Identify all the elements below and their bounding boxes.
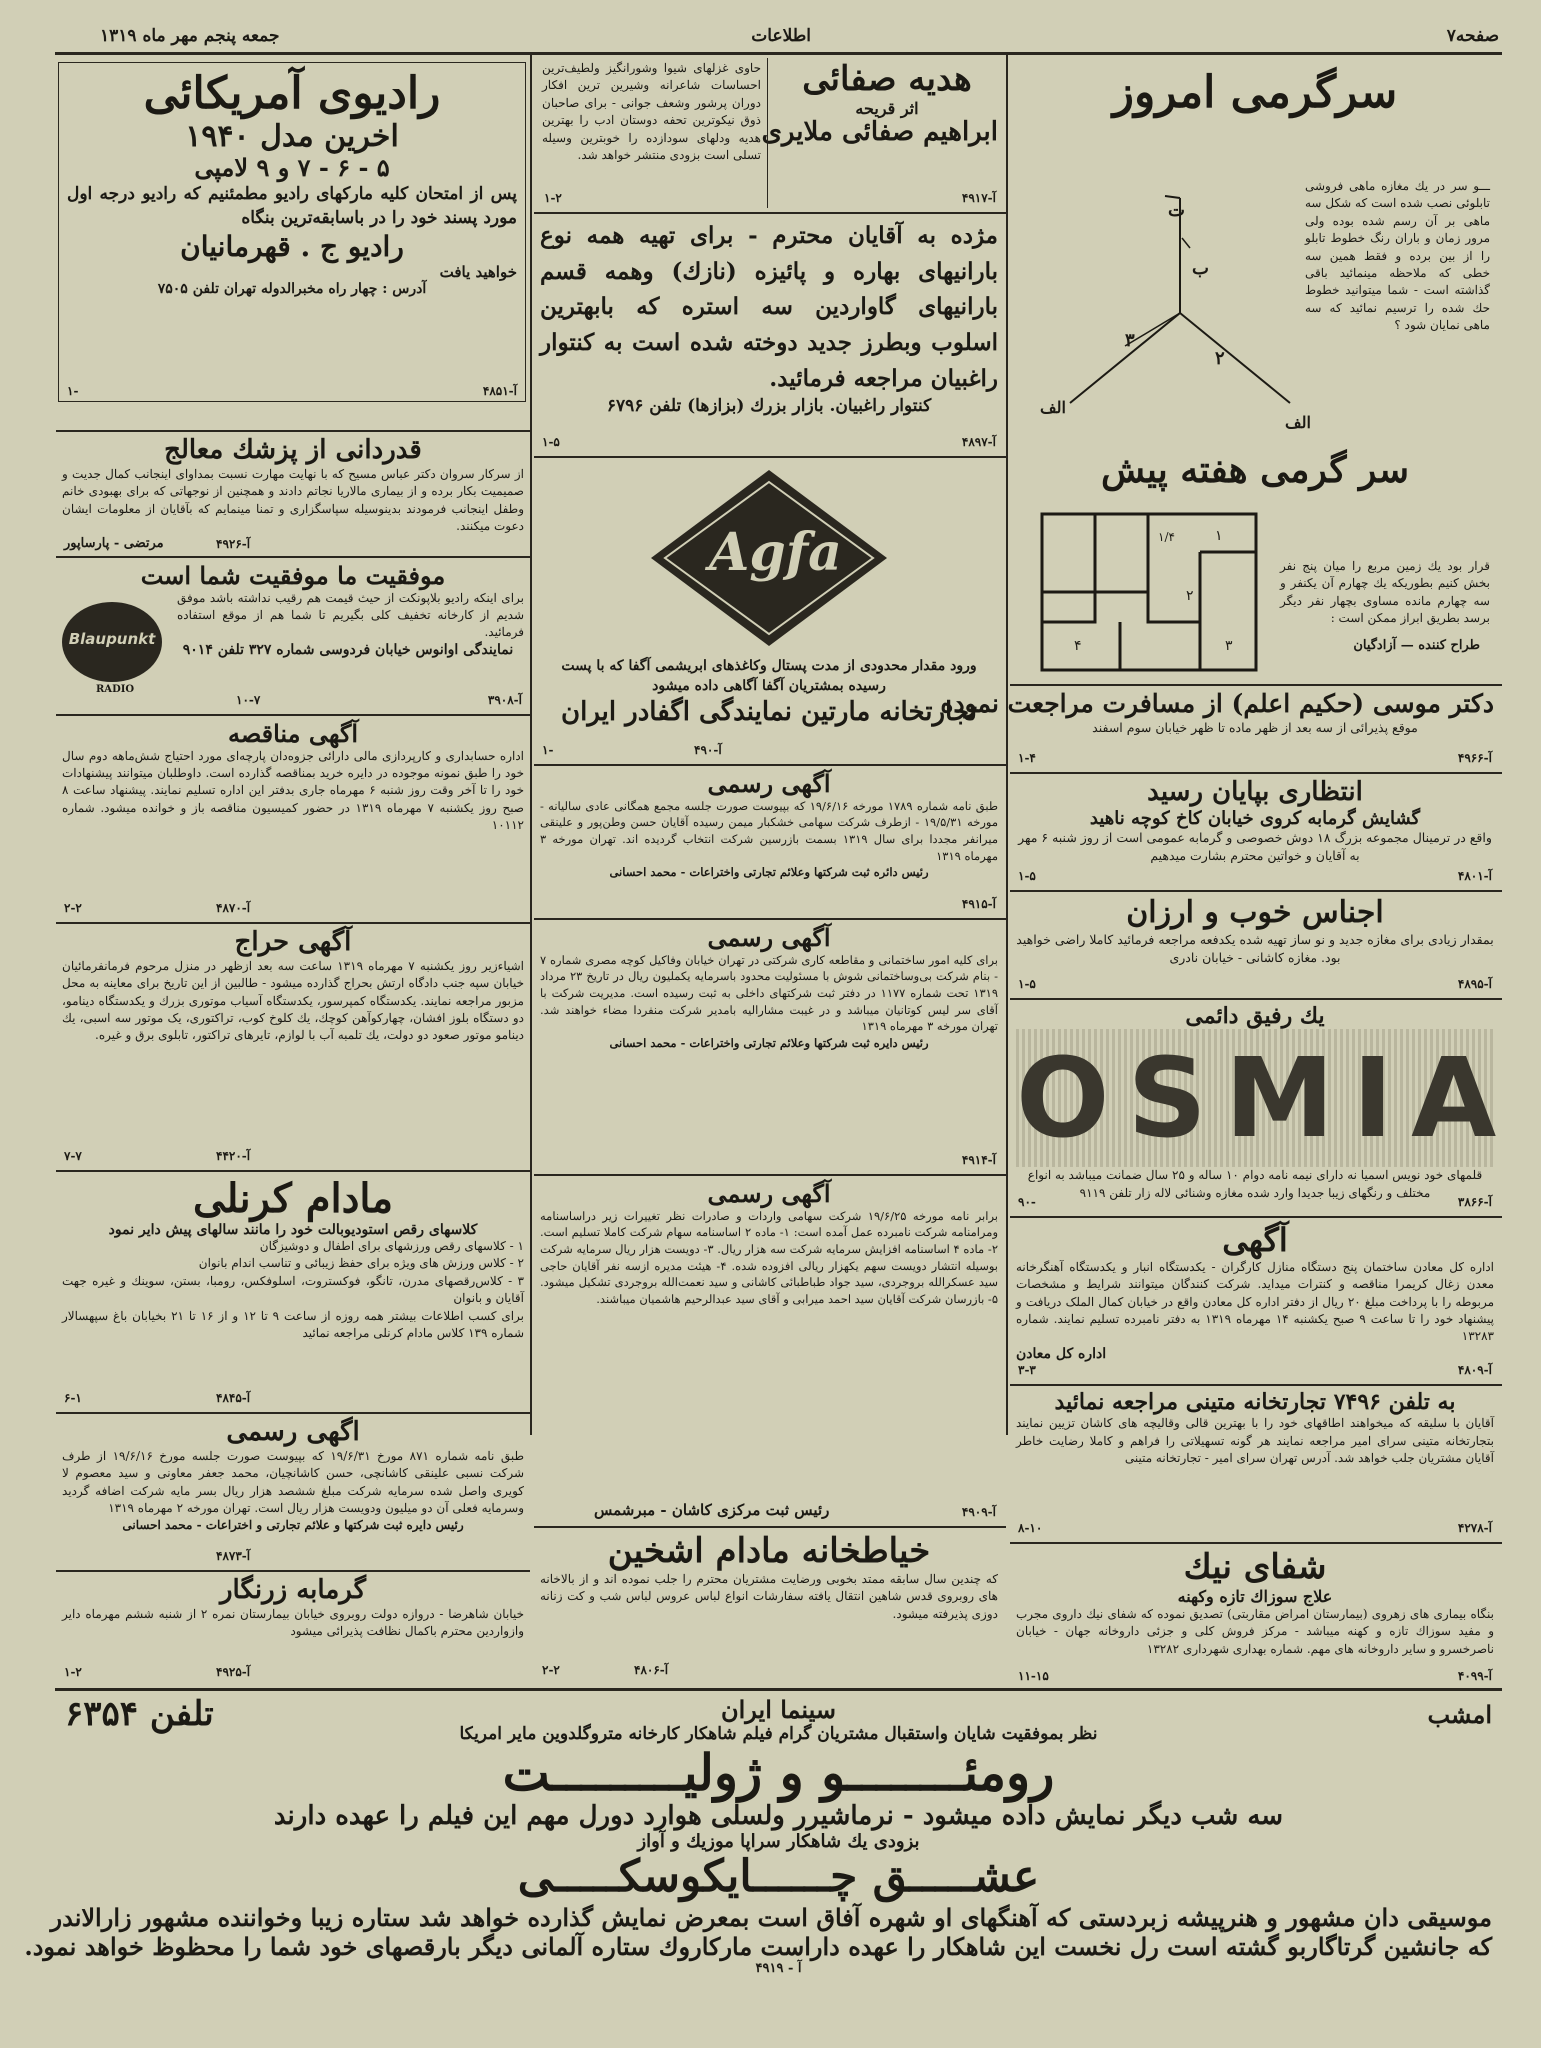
ad-raghebian [534, 216, 1004, 452]
ad-tender-text: اداره حسابداری و کارپردازی مالی دارائی جزوه‌دان پارچه‌ای مورد احتیاج شش‌ماهه دوم سال خود را طبق نمونه موجوده در دایره خرید بمناقصه گذارده است. داوطلبان میتوانند پیشنهادات خود را تا آخر وقت روز شنبه ۶ مهرماه جاری بدفتر این اداره تسلیم نمایند. پیشنهاد ساعت ۸ صبح روز یکشنبه ۷ مهرماه ۱۳۱۹ در حضور کمیسیون مناقصه باز و خوانده میشود. شماره ۱۰۱۱۲ [62, 748, 525, 833]
diagram-label-b: ب [1192, 258, 1209, 279]
puzzle-today [1010, 58, 1500, 438]
ad-zarnegar-text: خیابان شاهرضا - دروازه دولت روبروی خیابان بیمارستان نمره ۲ از شنبه ششم مهرماه دایر وازواردین محترم باکمال نظافت پذیرائی میشود [62, 1606, 524, 1639]
ad-code: آ-۴۸۰۹ [1457, 1363, 1492, 1377]
ad-shafa [1010, 1546, 1500, 1686]
ad-code-2: ۲-۲ [542, 1663, 560, 1677]
ad-radio-lamps: ۵ - ۶ - ۷ و ۹ لامپی [194, 153, 390, 183]
divider [534, 1526, 1006, 1528]
ad-official-3 [534, 1178, 1004, 1522]
divider [1010, 998, 1502, 1000]
divider [1010, 1542, 1502, 1544]
blaupunkt-logo [62, 602, 162, 682]
ad-cornelli-subtitle: کلاسهای رقص استودیوبالت خود را مانند سالهای پیش دایر نمود [108, 1222, 478, 1238]
agfa-logo-text: Agfa [709, 522, 842, 583]
ad-shafa-text: بنگاه بیماری های زهروی (بیمارستان امراض مقاربتی) تصدیق نموده که شفای نیك داروی مجرب و مفید سوزاك تازه و کهنه میباشد - مرکز فروش کلی و جزئی داروخانه جهان - خیابان ناصرخسرو و سایر داروخانه های مهم. شماره بهداری شهرداری ۱۳۲۸۲ [1016, 1607, 1494, 1656]
ad-tender-title: آگهی مناقصه [227, 719, 359, 748]
ad-doctor-title: قدردانی از پزشك معالج [164, 435, 422, 465]
cell-2: ۲ [1186, 588, 1194, 604]
ad-osmia-title: یك رفیق دائمی [1185, 1003, 1325, 1029]
ad-code: آ-۴۴۲۰ [216, 1149, 251, 1163]
ad-osmia-text: قلمهای خود نویس اسمیا نه دارای نیمه نامه دوام ۱۰ ساله و ۲۵ سال ضمانت میباشد به انواع مختلف و رنگهای زیبا جدیدا وارد شده مغازه وشنائی لاله زار تلفن ۹۱۱۹ [1027, 1168, 1483, 1200]
puzzle-author: طراح کننده — آزادگیان [1353, 638, 1480, 653]
column-separator-right [1006, 55, 1008, 1435]
ad-radio-address: آدرس : چهار راه مخبرالدوله تهران تلفن ۷۵۰۵ [157, 281, 427, 298]
ad-doctor-thanks [56, 434, 530, 554]
ad-blaupunkt-title: موفقیت ما موفقیت شما است [140, 561, 446, 590]
ad-official-3-text: برابر نامه مورخه ۱۹/۶/۲۵ شرکت سهامی واردات و صادرات نظر تغییرات زیر دراساسنامه ومرامنامه شرکت نامبرده عمل آمده است: ۱- ماده ۲ اساسنامه سهام شرکت کاملا تسلیم است. ۲- ماده ۴ اساسنامه افزایش سرمایه شرکت سه هزار ریال. ۳- دویست هزار ریال سرمایه شرکت بوسیله انتشار دویست سهم یکهزار ریالی افزوده شده. ۴- هیئت مدیره ازسه نفر آقایان حاجی سید عسکرالله بروجردی، سید جواد طباطبائی کاشانی و سید نعمت‌الله بروجردی تشکیل میشود. ۵- بازرسان شرکت آقایان سید احمد میرابی و آقای سید عبدالرحیم هاشمیان میباشند. [540, 1208, 999, 1306]
ad-safaei-subtitle: اثر قریحه [855, 99, 919, 119]
ad-code: آ-۴۹۰۹ [961, 1505, 996, 1519]
divider [56, 1570, 530, 1572]
ad-auction-title: آگهی حراج [234, 927, 352, 957]
ad-official-2-sign: رئیس دایره ثبت شرکتها وعلائم تجارتی واختراعات - محمد احسانی [609, 1035, 929, 1050]
divider [56, 556, 530, 558]
ad-mateen-title: به تلفن ۷۴۹۶ تجارتخانه متینی مراجعه نمائید [1054, 1389, 1456, 1415]
puzzle-last-week-text: قرار بود یك زمین مربع را میان پنج نفر بخش کنیم بطوریکه یك چهارم آن یکنفر و سه چهارم مانده مساوی بچهار نفر دیگر برسد بطریق ابراز ممکن است : [1280, 559, 1490, 626]
ad-code: آ-۴۹۲۶ [216, 537, 251, 551]
ad-cornelli-item-1: ۱ - کلاسهای رقص ورزشهای برای اطفال و دوشیزگان [259, 1239, 524, 1253]
ad-zarnegar-bath [56, 1574, 530, 1682]
ad-shafa-title: شفای نیك [1183, 1547, 1327, 1587]
ad-blaupunkt-text: برای اینکه رادیو بلاپونکت از حیث قیمت هم رقیب نداشته باشد موفق شدیم از کارخانه تخفیف کلی بگیریم تا شما هم از موقع استفاده فرمائید. [177, 590, 524, 640]
ad-ajnas-text: بمقدار زیادی برای مغازه جدید و نو ساز تهیه شده یکدفعه مراجعه فرمائید کاملا راضی خواهید بود. مغازه کاشانی - خیابان نادری [1016, 931, 1494, 965]
ad-mining-title: آگهی [1222, 1221, 1288, 1259]
ad-code: آ-۴۹۱۵ [961, 897, 996, 911]
ad-code-2: ۱-۵ [1018, 869, 1036, 883]
divider [534, 918, 1006, 920]
ad-safaei-title: هدیه صفائی [802, 59, 972, 99]
diagram-label-n3: ۳ [1125, 330, 1135, 351]
cinema-line2: سه شب دیگر نمایش داده میشود - نرماشیرر ولسلی هوارد دورل مهم این فیلم را عهده دارند [273, 1801, 1284, 1832]
ad-mining-office [1010, 1220, 1500, 1380]
ad-raghebian-address: کنتوار راغبیان. بازار بزرك (بزازها) تلفن ۶۷۹۶ [606, 396, 932, 417]
ad-code-2: ۱۰-۷ [236, 693, 261, 707]
ad-tender [56, 718, 530, 918]
ad-code-2: ۱- [67, 384, 79, 398]
cell-4: ۴ [1074, 638, 1082, 654]
ad-code-2: ۱-۵ [1018, 977, 1036, 991]
divider [1010, 772, 1502, 774]
cinema-phone: تلفن ۶۳۵۴ [65, 1694, 214, 1734]
ad-official-1-text: طبق نامه شماره ۱۷۸۹ مورخه ۱۹/۶/۱۶ که بپیوست صورت جلسه مجمع همگانی عادی سالیانه - مورخه ۱۹/۵/۳۱ - ازطرف شرکت سهامی خشکبار میمن رسیده آقایان حسن وطن‌پور و علینقی میرانفر مجددا برای سال ۱۳۱۹ بسمت بازرسین شرکت انتخاب گردیده اند. تهران مورخه ۳ مهرماه ۱۳۱۹ [540, 798, 999, 863]
ad-official-3-title: آگهی رسمی [707, 1179, 831, 1208]
ad-code: آ-۴۰۹۹ [1457, 1669, 1492, 1683]
ad-ajnas [1010, 894, 1500, 994]
cinema-line3: بزودی یك شاهکار سراپا موزیك و آواز [637, 1831, 920, 1853]
ad-cornelli-item-3: ۳ - کلاس‌رقصهای مدرن، تانگو، فوکستروت، اسلوفکس، رومبا، بستن، سوینك و غیره جهت آقایان و بانوان [62, 1273, 524, 1306]
ad-official-2 [534, 922, 1004, 1170]
film-tchaikovsky: عشـــــق چــــــایکوسکـــــی [517, 1851, 1040, 1903]
ad-code: آ-۴۸۰۱ [1457, 869, 1492, 883]
ad-blaupunkt [56, 560, 530, 710]
ad-mining-sign: اداره کل معادن [1016, 1345, 1107, 1362]
divider [56, 1170, 530, 1172]
puzzle-today-title: سرگرمی امروز [1112, 67, 1398, 118]
header-rule [55, 52, 1502, 55]
divider [56, 430, 530, 432]
ad-shafa-subtitle: علاج سوزاك تازه وکهنه [1177, 1587, 1333, 1607]
ad-doctor-sign: مرتضی - پارساپور [64, 536, 164, 551]
ad-code-2: ۹۰- [1018, 1195, 1036, 1209]
ad-tailor [534, 1530, 1004, 1680]
ad-cornelli-title: مادام کرنلی [192, 1175, 394, 1222]
diagram-label-c: ت [1168, 200, 1185, 221]
divider [534, 212, 1006, 214]
ad-official-2-text: برای کلیه امور ساختمانی و مقاطعه کاری شرکتی در تهران خیابان وفاکیل کوچه مصری شماره ۷ - بنام شرکت بی‌وساختمانی شوش با مسئولیت محدود باسرمایه یکملیون ریال در تاریخ ۲۳ مرداد ۱۳۱۹ تحت شماره ۱۱۷۷ در دفتر ثبت شرکتهای داخلی به ثبت رسیده است. مدیریت شرکت با آقای سر لیس کوتانیان میباشد و در غیبت مشارالیه بامدیر شرکت منفردا مضاء خواهند شد. تهران مورخه ۳ مهرماه ۱۳۱۹ [540, 952, 999, 1034]
ad-american-radio [58, 62, 526, 402]
ad-radio-text: پس از امتحان کلیه مارکهای رادیو مطمئنیم که رادیو درجه اول مورد پسند خود را در باسابقه‌ترین بنگاه [67, 183, 517, 229]
film-romeo-juliet: رومئــــــــو و ژولیـــــــــت [502, 1742, 1055, 1802]
divider [56, 1412, 530, 1414]
ad-code-2: ۳-۳ [1018, 1363, 1036, 1377]
ad-code: آ-۴۹۱۴ [961, 1153, 996, 1167]
ad-radio-title: رادیوی آمریکائی [143, 68, 441, 119]
ad-cornelli-item-2: ۲ - کلاس ورزش های ویژه برای حفظ زیبائی و تناسب اندام بانوان [198, 1256, 524, 1271]
ad-tailor-text: که چندین سال سابقه ممتد بخوبی ورضایت مشتریان محترم را جلب نموده اند و از بالاخانه های روبروی قدس شاهین انتقال یافته سفارشات انواع لباس عروس لباس شب و کت زنانه دوزی پذیرفته میشود. [540, 1572, 998, 1621]
diagram-label-a2: الف [1285, 413, 1311, 432]
diagram-label-n2: ۲ [1215, 348, 1225, 369]
ad-agfa-title: تجارتخانه مارتین نمایندگی اگفادر ایران [561, 697, 977, 727]
ad-code: آ-۴۹۲۵ [216, 1665, 251, 1679]
column-separator-left [530, 55, 532, 1435]
divider [534, 764, 1006, 766]
ad-code: آ-۴۸۰۶ [634, 1663, 669, 1677]
divider [1010, 684, 1502, 686]
divider [534, 1174, 1006, 1176]
ad-code-2: ۱۱-۱۵ [1018, 1669, 1049, 1683]
ad-code: آ-۴۸۹۵ [1457, 977, 1492, 991]
divider [1010, 1216, 1502, 1218]
ad-cinema-iran [24, 1692, 1502, 2012]
cinema-top-rule [55, 1688, 1502, 1691]
cinema-line5: که جانشین گرتاگاربو گشته است رل نخست این شاهکار را عهده داراست مارکاروك ستاره آلمانی دیگر بارقصهای خود شما را محظوظ خواهد نمود. [24, 1931, 1492, 1961]
ad-code: آ-۳۸۶۶ [1457, 1195, 1492, 1209]
ad-official-4-title: اگهی رسمی [226, 1417, 360, 1447]
ad-osmia [1010, 1002, 1515, 1212]
ad-official-4 [56, 1416, 530, 1566]
ad-hammam-text: واقع در ترمینال مجموعه بزرگ ۱۸ دوش خصوصی و گرمابه عمومی است از روز شنبه ۶ مهر به آقایان و خواتین محترم بشارت میدهیم [1018, 829, 1492, 864]
ad-code: آ-۴۹۱۷ [961, 191, 996, 205]
ad-code-2: ۷-۷ [64, 1149, 82, 1163]
ad-radio-brand: رادیو ج . قهرمانیان [180, 229, 404, 263]
ad-code: آ-۴۸۷۰ [216, 901, 251, 915]
ad-radio-find: خواهید یافت [439, 263, 517, 282]
ad-radio-subtitle: اخرین مدل ۱۹۴۰ [185, 118, 399, 154]
ad-safaei-desc-text: حاوی غزلهای شیوا وشورانگیز ولطیف‌ترین احساسات شاعرانه وشیرین ترین افکار دوران پرشور وشعف جوانی - برای صاحبان ذوق نیکوترین تحفه دوستان ادب را بهترین هدیه ودلهای سودازده را خوبترین وسیله تسلی است بزودی منتشر خواهد شد. [542, 61, 761, 162]
ad-code: آ-۴۲۷۸ [1457, 1521, 1492, 1535]
ad-hammam-title: انتظاری بپایان رسید [1147, 777, 1363, 807]
ad-code-2: ۶-۱ [64, 1391, 82, 1405]
ad-auction-text: اشیاءزیر روز یکشنبه ۷ مهرماه ۱۳۱۹ ساعت سه بعد ازظهر در منزل مرحوم فرمانفرمائیان خیابان سپه جنب دادگاه ارتش بحراج گذارده میشود - طالبین از این تاریخ برای معاینه به محل مزبور مراجعه نمایند. یکدستگاه کمپرسور، یکدستگاه آسیاب موتوری بزرك و یکدستگاه دینامو، دو دستگاه بلوز افشان، چهارکوآهن کوچك، یك کلوخ کوب، تراکتوری، یک موتور سه اسبی، یك دینامو موتور صعود دو دولت، یك تلمبه آب با لوازم، تایرهای تراکتور، تابلوی برق و غیره. [62, 958, 524, 1043]
cell-3: ۳ [1225, 638, 1233, 654]
ad-ajnas-title: اجناس خوب و ارزان [1126, 895, 1384, 930]
puzzle-last-week-title: سر گرمی هفته پیش [1100, 449, 1410, 491]
diagram-label-a: الف [1040, 398, 1066, 417]
ad-raghebian-text: مژده به آقایان محترم - برای تهیه همه نوع بارانیهای بهاره و پائیزه (نازك) وهمه قسم بارانیهای گاواردین سه استره که بابهترین اسلوب وبطرز جدید دوخته شده است به کنتوار راغبیان مراجعه فرمائید. [540, 222, 998, 392]
ad-safaei-description [536, 58, 768, 208]
ad-tailor-title: خیاطخانه مادام اشخین [607, 1531, 931, 1571]
ad-mateen-text: آقایان با سلیقه که میخواهند اطاقهای خود را با بهترین قالی وقالیچه های کاشان تزیین نمایند بتجارتخانه متینی سرای امیر مراجعه نمایند هر گونه تسهیلاتی را فراهم و کاملا رضایت خاطر آقایان مشتریان جلب خواهد شد. آدرس تهران سرای امیر - تجارتخانه متینی [1016, 1416, 1494, 1466]
ad-code-2: ۱-۲ [544, 191, 562, 205]
ad-zarnegar-title: گرمابه زرنگار [220, 1575, 366, 1605]
ad-safaei [761, 58, 1004, 208]
ad-code-2: ۱-۲ [64, 1665, 82, 1679]
cinema-line1: نظر بموفقیت شایان واستقبال مشتریان گرام فیلم شاهکار کارخانه متروگلدوین مایر امریکا [459, 1723, 1098, 1744]
cinema-name: سینما ایران [720, 1695, 837, 1724]
ad-code-2: ۸-۱۰ [1018, 1521, 1043, 1535]
ad-dr-moosavi [940, 688, 1500, 768]
blaupunkt-logo-text: Blaupunkt [68, 630, 156, 648]
ad-cornelli-text: برای کسب اطلاعات بیشتر همه روزه از ساعت ۹ تا ۱۲ و از ۱۶ تا ۲۱ بخیابان باغ سپهسالار شماره ۱۳۹ کلاس مادام کرنلی مراجعه نمائید [62, 1308, 525, 1340]
blaupunkt-logo-sub: RADIO [96, 684, 135, 695]
ad-blaupunkt-address: نمایندگی اوانوس خیابان فردوسی شماره ۳۲۷ تلفن ۹۰۱۴ [182, 641, 514, 658]
ad-official-1-title: آگهی رسمی [707, 769, 831, 798]
ad-dr-moosavi-text: موقع پذیرائی از سه بعد از ظهر ماده تا ظهر خیابان سوم اسفند [1092, 719, 1418, 735]
ad-code: آ-۴۸۷۳ [216, 1549, 251, 1563]
cinema-tonight: امشب [1427, 1700, 1492, 1729]
ad-code-2: ۱- [542, 743, 554, 757]
frac-label: ۱/۴ [1158, 530, 1175, 544]
issue-date: جمعه پنجم مهر ماه ۱۳۱۹ [100, 26, 280, 46]
cinema-code: آ - ۴۹۱۹ [755, 1960, 802, 1976]
ad-official-1 [534, 768, 1004, 914]
ad-official-4-text: طبق نامه شماره ۸۷۱ مورخ ۱۹/۶/۳۱ که بپیوست صورت جلسه مورخ ۱۹/۶/۱۶ از طرف شرکت نسبی علینقی کاشانچی، حسن کاشانچیان، محمد جعفر معاونی و سید معصوم لا کویری واصل شده سرمایه شرکت مبلغ ششصد هزار ریال بسر مایه شرکت اضافه گردید وسرمایه فعلی آن دو میلیون ودویست هزار ریال است. تهران مورخه ۲ مهرماه ۱۳۱۹ [62, 1448, 524, 1516]
ad-agfa [534, 460, 1004, 760]
divider [1010, 1384, 1502, 1386]
ad-doctor-text: از سرکار سروان دکتر عباس مسیح که با نهایت مهارت نسبت بمداوای اینجانب کمال جدیت و صمیمیت بکار برده و از بیماری مالاریا نجاتم دادند و همچنین از نوجهاتی که برای بهبودی خانم وطفل اینجانب فرمودند بدینوسیله سپاسگزاری و تمنا مینمایم که بآقایان از معلومات ایشان دعوت میکنند. [62, 466, 524, 534]
divider [56, 714, 530, 716]
divider [534, 456, 1006, 458]
ad-code-2: ۱-۴ [1018, 751, 1036, 765]
puzzle-last-week [1010, 448, 1500, 678]
ad-code: آ-۳۹۰۸ [487, 693, 522, 707]
ad-code: آ-۴۹۶۶ [1457, 751, 1492, 765]
ad-code: آ-۴۸۵۱ [482, 384, 517, 398]
divider [56, 922, 530, 924]
ad-official-1-sign: رئیس دائره ثبت شرکتها وعلائم تجارتی واختراعات - محمد احسانی [609, 865, 929, 880]
ad-code: آ-۴۸۴۵ [216, 1391, 251, 1405]
osmia-logo: OSMIA [1016, 1029, 1494, 1167]
ad-dr-moosavi-title: دکتر موسی (حکیم اعلم) از مسافرت مراجعت نموده [940, 689, 1494, 718]
cinema-line4: موسیقی دان مشهور و هنرپیشه زبردستی که آهنگهای او شهره آفاق است بمعرض نمایش گذارده خواهد شد ستاره زیبا وخواننده مشهور زارالاندر [50, 1902, 1492, 1932]
divider [1010, 890, 1502, 892]
ad-official-4-sign: رئیس دایره ثبت شرکتها و علائم تجارتی و اختراعات - محمد احسانی [122, 1518, 464, 1533]
page-number: صفحه۷ [1446, 26, 1499, 46]
ad-mining-text: اداره کل معادن ساختمان پنج دستگاه منازل کارگران - یکدستگاه انبار و یکدستگاه آهنگرخانه معدن زغال کریمرا مناقصه و کنترات میداید. شرکت کنندگان میتوانند شرایط و مشخصات مربوطه را با پرداخت مبلغ ۲۰ ریال از دفتر اداره کل معادن واقع در خیابان کمال الملک دریافت و پیشنهاد خود را تا ساعت ۹ صبح یکشنبه ۱۴ مهرماه ۱۳۱۹ به دفتر نامبرده تسلیم نمایند. شماره ۱۳۲۸۳ [1016, 1259, 1494, 1344]
ad-auction [56, 926, 530, 1166]
ad-code: آ-۴۸۹۷ [961, 435, 996, 449]
ad-madam-cornelli [56, 1174, 530, 1408]
ad-safaei-author: ابراهیم صفائی ملایری [761, 117, 998, 148]
paper-name: اطلاعات [751, 26, 811, 46]
ad-mateen [1010, 1388, 1500, 1538]
puzzle-today-text: ـــو سر در یك مغازه ماهی فروشی تابلوئی نصب شده است که شکل سه ماهی بر آن رسم شده بوده ولی مرور زمان و باران رنگ خطوط تابلو را از بین برده و فقط همین سه خطی که ملاحظه مینمائید باقی گذاشته است - شما میتوانید خطوط حك شده را ترسیم نمائید که سه ماهی نمایان شود ؟ [1305, 179, 1490, 333]
ad-code: آ-۴۹۰ [694, 743, 722, 757]
cell-1: ۱ [1215, 528, 1223, 544]
ad-code-2: ۲-۲ [64, 901, 82, 915]
ad-hammam [1010, 776, 1500, 886]
ad-agfa-text: ورود مقدار محدودی از مدت پستال وکاغذهای ابریشمی آگفا که با پست رسیده بمشتریان آگفا آگاهی داده میشود [561, 658, 977, 695]
ad-official-2-title: آگهی رسمی [707, 923, 831, 952]
ad-hammam-subtitle: گشایش گرمابه کروی خیابان کاخ کوچه ناهید [1089, 807, 1421, 829]
ad-official-3-sign: رئیس ثبت مرکزی کاشان - مبرشمس [594, 1501, 830, 1519]
ad-code-2: ۱-۵ [542, 435, 560, 449]
fish-puzzle-diagram [1030, 138, 1310, 438]
